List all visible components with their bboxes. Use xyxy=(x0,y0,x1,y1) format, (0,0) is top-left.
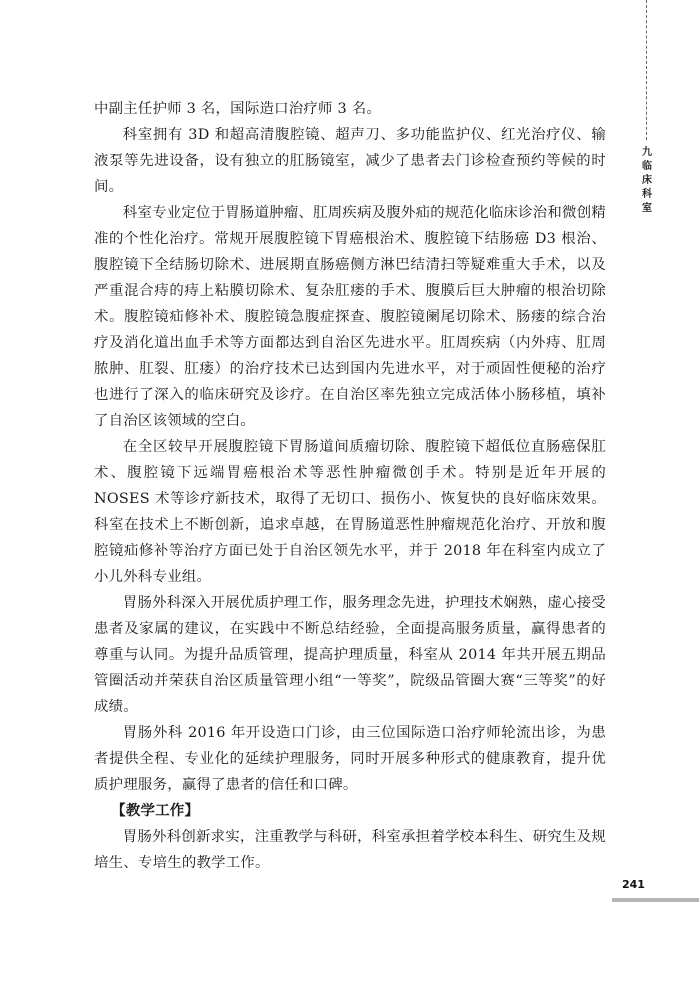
paragraph-nursing: 胃肠外科深入开展优质护理工作，服务理念先进，护理技术娴熟，虚心接受患者及家属的建议，在实践中不断总结经验，全面提高服务质量，赢得患者的尊重与认同。为提升品质管理，提高护理质量，科室从 2014 年共开展五期品管圈活动并荣获自治区质量管理小组“一等奖”，院级品管圈大赛“三等奖”的好成绩。 xyxy=(94,595,606,715)
paragraph-minimally-invasive: 在全区较早开展腹腔镜下胃肠道间质瘤切除、腹腔镜下超低位直肠癌保肛术、腹腔镜下远端胃癌根治术等恶性肿瘤微创手术。特别是近年开展的 NOSES 术等诊疗新技术，取得了无切口、损伤小、恢复快的良好临床效果。科室在技术上不断创新，追求卓越，在胃肠道恶性肿瘤规范化治疗、开放和腹腔镜疝修补等治疗方面已处于自治区领先水平，并于 2018 年在科室内成立了小儿外科专业组。 xyxy=(94,439,606,585)
paragraph-continuation: 中副主任护师 3 名，国际造口治疗师 3 名。 xyxy=(94,101,382,117)
paragraph-stoma-clinic: 胃肠外科 2016 年开设造口门诊，由三位国际造口治疗师轮流出诊，为患者提供全程、专业化的延续护理服务，同时开展多种形式的健康教育，提升优质护理服务，赢得了患者的信任和口碑。 xyxy=(94,725,606,793)
paragraph-teaching: 胃肠外科创新求实，注重教学与科研，科室承担着学校本科生、研究生及规培生、专培生的教学工作。 xyxy=(94,829,606,871)
page-footer-bar xyxy=(612,898,699,902)
section-heading-teaching: 【教学工作】 xyxy=(111,803,200,819)
side-dashed-rule xyxy=(646,0,647,140)
paragraph-equipment: 科室拥有 3D 和超高清腹腔镜、超声刀、多功能监护仪、红光治疗仪、输液泵等先进设备，设有独立的肛肠镜室，减少了患者去门诊检查预约等候的时间。 xyxy=(94,127,606,195)
page-number: 241 xyxy=(622,878,645,891)
chapter-tab-label: 九临床科室 xyxy=(642,147,652,214)
paragraph-specialty: 科室专业定位于胃肠道肿瘤、肛周疾病及腹外疝的规范化临床诊治和微创精准的个性化治疗。常规开展腹腔镜下胃癌根治术、腹腔镜下结肠癌 D3 根治、腹腔镜下全结肠切除术、进展期直肠癌侧方淋巴结清扫等疑难重大手术，以及严重混合痔的痔上粘膜切除术、复杂肛瘘的手术、腹膜后巨大肿瘤的根治切除术。腹腔镜疝修补术、腹腔镜急腹症探查、腹腔镜阑尾切除术、肠瘘的综合治疗及消化道出血手术等方面都达到自治区先进水平。肛周疾病（内外痔、肛周脓肿、肛裂、肛瘘）的治疗技术已达到国内先进水平，对于顽固性便秘的治疗也进行了深入的临床研究及诊疗。在自治区率先独立完成活体小肠移植，填补了自治区该领域的空白。 xyxy=(94,205,606,429)
body-text xyxy=(94,96,606,876)
